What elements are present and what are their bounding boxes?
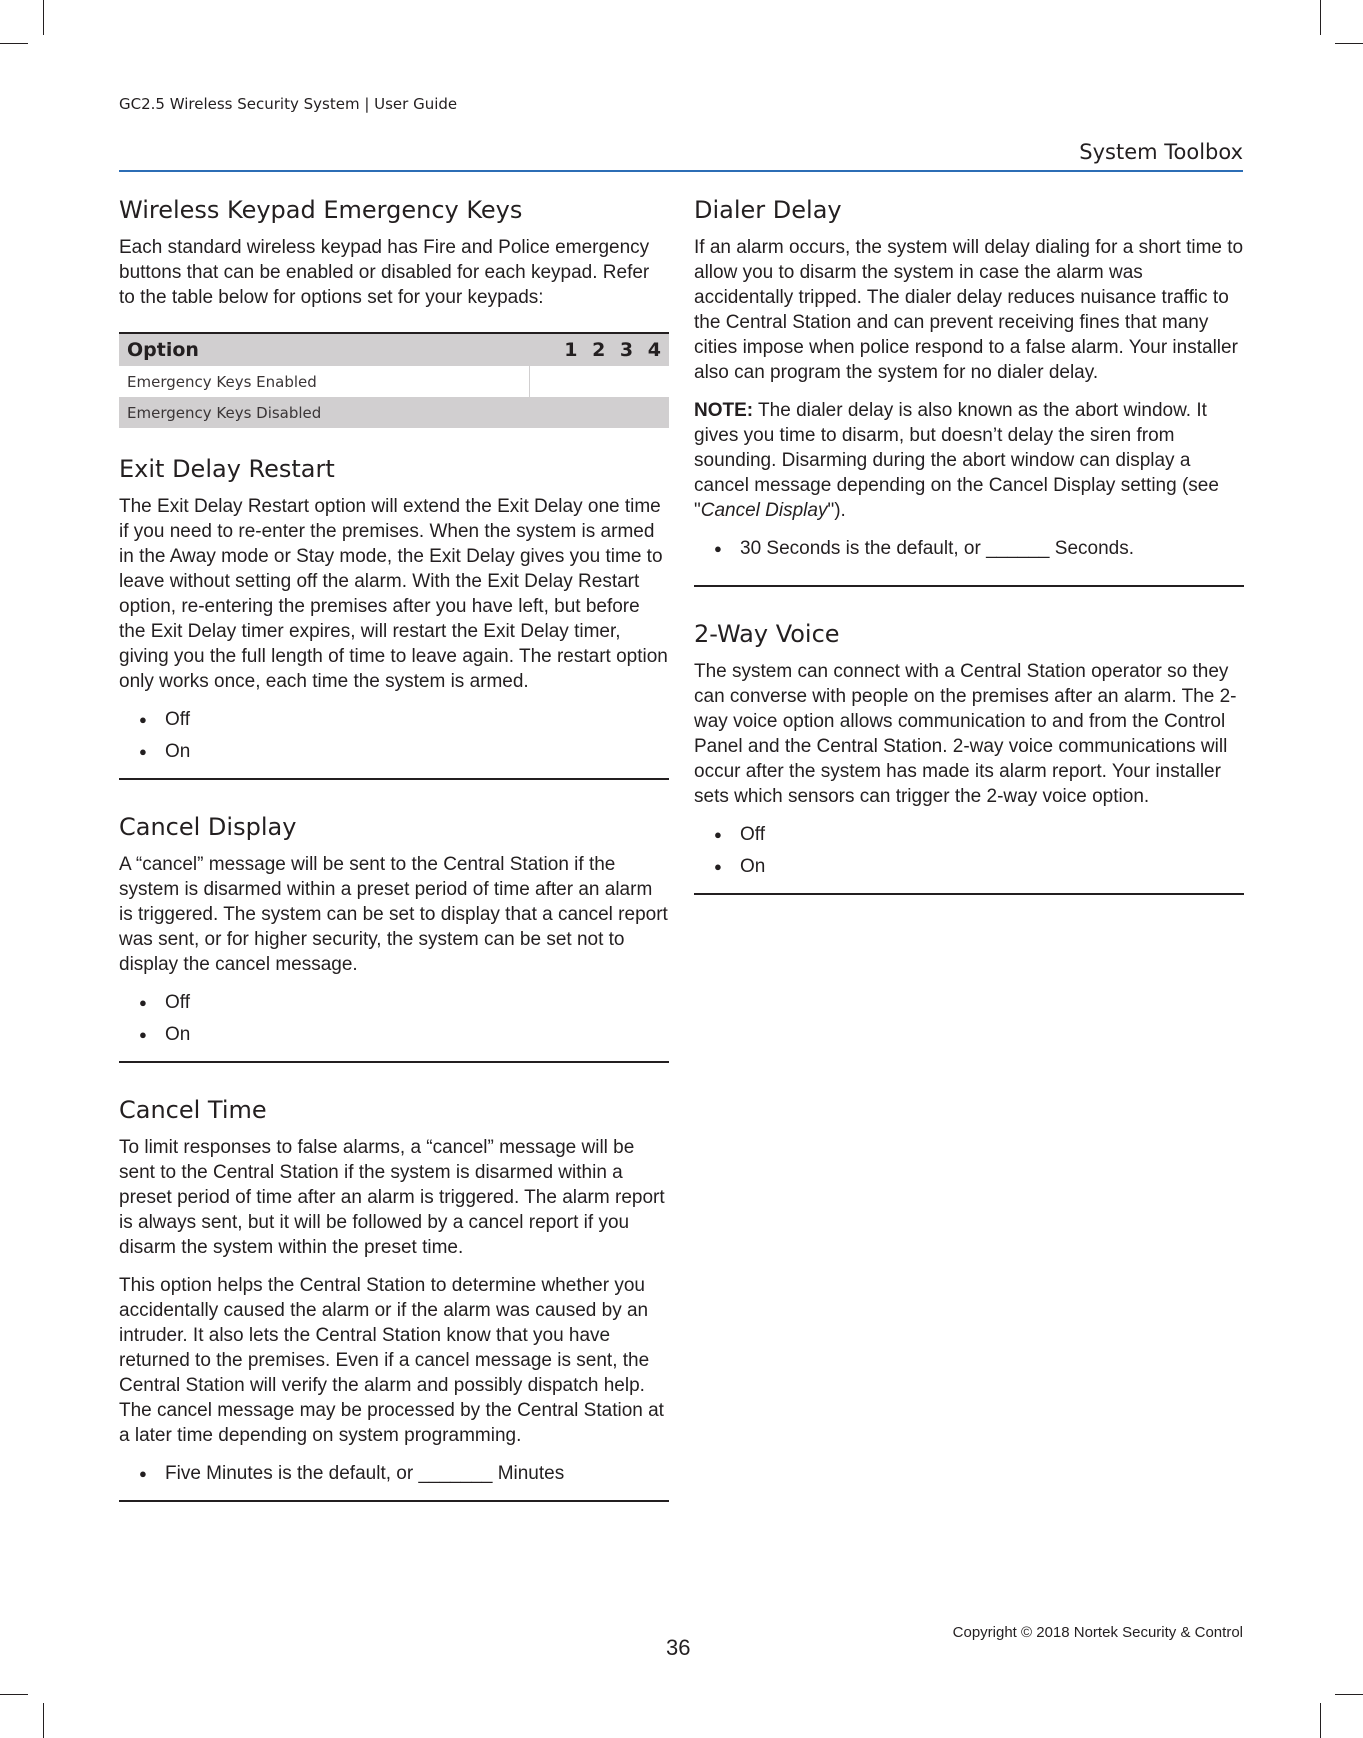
dialer-delay-note — [694, 398, 1244, 523]
two-way-voice-section — [694, 617, 1244, 895]
section-divider — [694, 893, 1244, 895]
option-column-header: Option — [119, 333, 529, 366]
table-row — [119, 366, 669, 397]
keypad-value-cell — [529, 366, 669, 397]
cancel-display-options — [119, 990, 669, 1047]
crop-mark — [43, 0, 44, 35]
dialer-delay-heading: Dialer Delay — [694, 196, 842, 224]
two-way-voice-heading: 2-Way Voice — [694, 620, 840, 648]
list-item: ● Off — [119, 707, 669, 732]
cancel-time-section — [119, 1093, 669, 1502]
cancel-time-options — [119, 1461, 669, 1486]
cancel-display-body: A “cancel” message will be sent to the Central Station if the system is disarmed within a preset period of time after an alarm is triggered. The system can be set to display that a cancel report was sent, or for higher security, the system can be set not to display the cancel message. — [119, 854, 668, 975]
section-divider — [119, 1061, 669, 1063]
option-enabled-cell: Emergency Keys Enabled — [127, 372, 317, 391]
section-divider — [119, 778, 669, 780]
note-reference: Cancel Display — [700, 500, 828, 521]
dialer-delay-section — [694, 193, 1244, 587]
two-way-voice-options — [694, 822, 1244, 879]
right-column — [694, 193, 1244, 925]
emergency-keys-body: Each standard wireless keypad has Fire and Police emergency buttons that can be enabled or disabled for each keypad. Refer to the table below for options set for your keypads: — [119, 237, 650, 308]
cancel-time-body: To limit responses to false alarms, a “cancel” message will be sent to the Central Station if the system is disarmed within a preset period of time after an alarm is triggered. The alarm report is always sent, but it will be followed by a cancel report if you disarm the system within the preset time. — [119, 1137, 665, 1258]
keypad-options-table — [119, 332, 669, 428]
header-divider — [119, 170, 1243, 172]
section-divider — [119, 1500, 669, 1502]
list-item: ● Five Minutes is the default, or _______ Minutes — [119, 1461, 669, 1486]
table-header-row — [119, 333, 669, 366]
option-disabled-cell: Emergency Keys Disabled — [119, 397, 529, 428]
list-item: ● 30 Seconds is the default, or ______ Seconds. — [694, 536, 1244, 561]
exit-delay-heading: Exit Delay Restart — [119, 455, 335, 483]
list-item: ● Off — [694, 822, 1244, 847]
section-divider — [694, 585, 1244, 587]
crop-mark — [1335, 43, 1363, 44]
table-row — [119, 397, 669, 428]
note-label: NOTE: — [694, 400, 754, 421]
cancel-display-heading: Cancel Display — [119, 813, 297, 841]
two-way-voice-body: The system can connect with a Central Station operator so they can converse with people on the premises after an alarm. The 2-way voice option allows communication to and from the Control Panel and the Central Station. 2-way voice communications will occur after the system has made its alarm report. Your installer sets which sensors can trigger the 2-way voice option. — [694, 661, 1237, 807]
exit-delay-options — [119, 707, 669, 764]
page-number: 36 — [666, 1635, 691, 1660]
cancel-time-body-2: This option helps the Central Station to determine whether you accidentally caused the alarm or if the alarm was caused by an intruder. It also lets the Central Station know that you have returned to the premises. Even if a cancel message is sent, the Central Station will verify the alarm and possibly dispatch help. The cancel message may be processed by the Central Station at a later time depending on system programming. — [119, 1275, 664, 1446]
left-column — [119, 193, 669, 1532]
section-title: System Toolbox — [1079, 140, 1243, 164]
crop-mark — [1335, 1694, 1363, 1695]
copyright-notice: Copyright © 2018 Nortek Security & Control — [952, 1624, 1243, 1641]
dialer-delay-body: If an alarm occurs, the system will delay dialing for a short time to allow you to disarm the system in case the alarm was accidentally tripped. The dialer delay reduces nuisance traffic to the Central Station and can prevent receiving fines that many cities impose when police respond to a false alarm. Your installer also can program the system for no dialer delay. — [694, 237, 1244, 383]
note-text: The dialer delay is also known as the abort window. It gives you time to disarm, but doesn’t delay the siren from sounding. Disarming during the abort window can display a cancel message depending on the Cancel Display setting (see " — [694, 400, 1219, 521]
crop-mark — [1320, 1703, 1321, 1738]
exit-delay-body: The Exit Delay Restart option will extend the Exit Delay one time if you need to re-enter the premises. When the system is armed in the Away mode or Stay mode, the Exit Delay gives you time to leave without setting off the alarm. With the Exit Delay Restart option, re-entering the premises after you have left, but before the Exit Delay timer expires, will restart the Exit Delay timer, giving you the full length of time to leave again. The restart option only works once, each time the system is armed. — [119, 496, 668, 692]
crop-mark — [0, 1694, 28, 1695]
emergency-keys-heading: Wireless Keypad Emergency Keys — [119, 196, 523, 224]
crop-mark — [43, 1703, 44, 1738]
emergency-keys-section — [119, 193, 669, 428]
list-item: ● On — [119, 739, 669, 764]
crop-mark — [0, 43, 28, 44]
document-title: GC2.5 Wireless Security System | User Guide — [119, 95, 458, 113]
cancel-display-section — [119, 810, 669, 1063]
list-item: ● On — [119, 1022, 669, 1047]
keypad-value-cell — [529, 397, 669, 428]
exit-delay-section — [119, 452, 669, 780]
keypad-number-header: 1 2 3 4 — [529, 333, 669, 366]
crop-mark — [1320, 0, 1321, 35]
dialer-delay-options — [694, 536, 1244, 561]
list-item: ● On — [694, 854, 1244, 879]
cancel-time-heading: Cancel Time — [119, 1096, 267, 1124]
note-text-end: "). — [827, 500, 846, 521]
list-item: ● Off — [119, 990, 669, 1015]
